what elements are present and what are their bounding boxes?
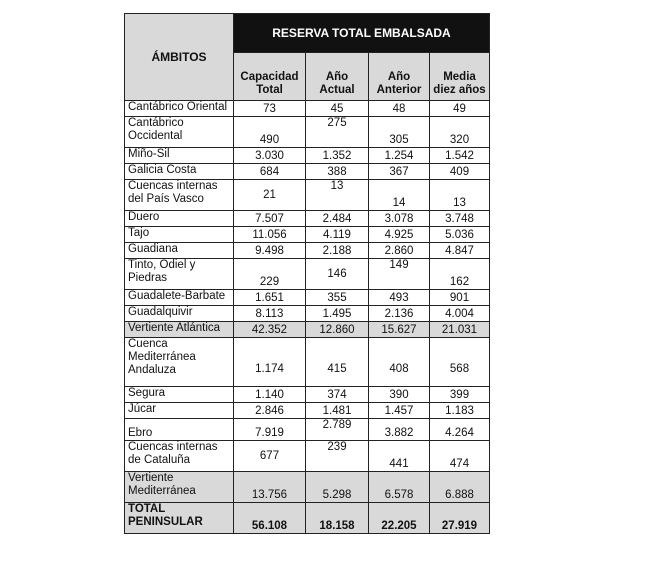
table-row — [125, 211, 490, 227]
ano-actual-cell: 2.188 — [306, 243, 369, 259]
media-cell: 162 — [430, 259, 490, 290]
ano-anterior-cell: 14 — [369, 180, 430, 211]
capacidad-cell: 9.498 — [234, 243, 306, 259]
table-row — [125, 306, 490, 322]
media-cell: 6.888 — [430, 472, 490, 503]
table-row — [125, 387, 490, 403]
media-cell: 21.031 — [430, 322, 490, 338]
ano-anterior-cell: 48 — [369, 101, 430, 117]
row-name: Cuenca Mediterránea Andaluza — [125, 338, 234, 387]
capacidad-cell: 21 — [234, 180, 306, 211]
ano-anterior-cell: 3.078 — [369, 211, 430, 227]
table-row — [125, 419, 490, 441]
table-row — [125, 227, 490, 243]
header-capacidad-total: Capacidad Total — [234, 53, 306, 101]
media-cell: 474 — [430, 441, 490, 472]
ano-actual-cell: 275 — [306, 117, 369, 148]
media-cell: 1.183 — [430, 403, 490, 419]
capacidad-cell: 7.919 — [234, 419, 306, 441]
ano-actual-cell: 2.484 — [306, 211, 369, 227]
ano-actual-cell: 415 — [306, 338, 369, 387]
capacidad-cell: 13.756 — [234, 472, 306, 503]
header-reserva-total: RESERVA TOTAL EMBALSADA — [234, 14, 490, 53]
row-name: Júcar — [125, 403, 234, 419]
ano-actual-cell: 1.481 — [306, 403, 369, 419]
ano-anterior-cell: 3.882 — [369, 419, 430, 441]
ano-anterior-cell: 493 — [369, 290, 430, 306]
capacidad-cell: 2.846 — [234, 403, 306, 419]
table-row — [125, 403, 490, 419]
media-cell: 49 — [430, 101, 490, 117]
ano-anterior-cell: 441 — [369, 441, 430, 472]
media-cell: 320 — [430, 117, 490, 148]
header-ambitos: ÁMBITOS — [125, 14, 234, 101]
header-ano-anterior: Año Anterior — [369, 53, 430, 101]
ano-actual-cell: 146 — [306, 259, 369, 290]
ano-actual-cell: 355 — [306, 290, 369, 306]
ano-anterior-cell: 408 — [369, 338, 430, 387]
row-name: Tinto, Odiel y Piedras — [125, 259, 234, 290]
ano-anterior-cell: 367 — [369, 164, 430, 180]
capacidad-cell: 3.030 — [234, 148, 306, 164]
ano-anterior-cell: 390 — [369, 387, 430, 403]
ano-actual-cell: 1.495 — [306, 306, 369, 322]
capacidad-cell: 1.651 — [234, 290, 306, 306]
row-name: Cuencas internas de Cataluña — [125, 441, 234, 472]
row-name: Ebro — [125, 419, 234, 441]
capacidad-cell: 8.113 — [234, 306, 306, 322]
ano-anterior-cell: 149 — [369, 259, 430, 290]
ano-actual-cell: 13 — [306, 180, 369, 211]
media-cell: 4.264 — [430, 419, 490, 441]
capacidad-cell: 1.174 — [234, 338, 306, 387]
media-cell: 399 — [430, 387, 490, 403]
media-cell: 568 — [430, 338, 490, 387]
row-name: Tajo — [125, 227, 234, 243]
media-cell: 409 — [430, 164, 490, 180]
table-row — [125, 441, 490, 472]
table-row — [125, 164, 490, 180]
ano-actual-cell: 45 — [306, 101, 369, 117]
capacidad-cell: 1.140 — [234, 387, 306, 403]
table-row — [125, 259, 490, 290]
ano-anterior-cell: 1.254 — [369, 148, 430, 164]
row-name: Duero — [125, 211, 234, 227]
ano-anterior-cell: 305 — [369, 117, 430, 148]
capacidad-cell: 7.507 — [234, 211, 306, 227]
row-name: Guadalete-Barbate — [125, 290, 234, 306]
row-name: Guadiana — [125, 243, 234, 259]
capacidad-cell: 42.352 — [234, 322, 306, 338]
table-row — [125, 101, 490, 117]
row-name: TOTAL PENINSULAR — [125, 503, 234, 534]
capacidad-cell: 56.108 — [234, 503, 306, 534]
table-row — [125, 148, 490, 164]
media-cell: 1.542 — [430, 148, 490, 164]
ano-actual-cell: 18.158 — [306, 503, 369, 534]
media-cell: 901 — [430, 290, 490, 306]
ano-anterior-cell: 4.925 — [369, 227, 430, 243]
ano-anterior-cell: 15.627 — [369, 322, 430, 338]
ano-actual-cell: 374 — [306, 387, 369, 403]
ano-actual-cell: 388 — [306, 164, 369, 180]
header-media-diez-anos: Media diez años — [430, 53, 490, 101]
capacidad-cell: 490 — [234, 117, 306, 148]
table-row — [125, 117, 490, 148]
ano-anterior-cell: 1.457 — [369, 403, 430, 419]
ano-anterior-cell: 2.860 — [369, 243, 430, 259]
table-row — [125, 243, 490, 259]
table-row — [125, 180, 490, 211]
row-name: Cantábrico Oriental — [125, 101, 234, 117]
row-name: Vertiente Mediterránea — [125, 472, 234, 503]
ano-actual-cell: 239 — [306, 441, 369, 472]
media-cell: 3.748 — [430, 211, 490, 227]
reservoir-table — [124, 13, 490, 534]
media-cell: 27.919 — [430, 503, 490, 534]
subtotal-row — [125, 322, 490, 338]
row-name: Galicia Costa — [125, 164, 234, 180]
capacidad-cell: 11.056 — [234, 227, 306, 243]
ano-actual-cell: 12.860 — [306, 322, 369, 338]
total-row — [125, 503, 490, 534]
ano-actual-cell: 2.789 — [306, 419, 369, 441]
row-name: Miño-Sil — [125, 148, 234, 164]
ano-anterior-cell: 22.205 — [369, 503, 430, 534]
ano-anterior-cell: 6.578 — [369, 472, 430, 503]
header-ano-actual: Año Actual — [306, 53, 369, 101]
row-name: Guadalquivir — [125, 306, 234, 322]
ano-actual-cell: 1.352 — [306, 148, 369, 164]
media-cell: 4.847 — [430, 243, 490, 259]
media-cell: 13 — [430, 180, 490, 211]
capacidad-cell: 684 — [234, 164, 306, 180]
row-name: Segura — [125, 387, 234, 403]
row-name: Cantábrico Occidental — [125, 117, 234, 148]
subtotal-row — [125, 472, 490, 503]
row-name: Vertiente Atlántica — [125, 322, 234, 338]
row-name: Cuencas internas del País Vasco — [125, 180, 234, 211]
ano-actual-cell: 5.298 — [306, 472, 369, 503]
capacidad-cell: 229 — [234, 259, 306, 290]
ano-anterior-cell: 2.136 — [369, 306, 430, 322]
capacidad-cell: 677 — [234, 441, 306, 472]
table-row — [125, 290, 490, 306]
table-row — [125, 338, 490, 387]
media-cell: 5.036 — [430, 227, 490, 243]
media-cell: 4.004 — [430, 306, 490, 322]
ano-actual-cell: 4.119 — [306, 227, 369, 243]
capacidad-cell: 73 — [234, 101, 306, 117]
